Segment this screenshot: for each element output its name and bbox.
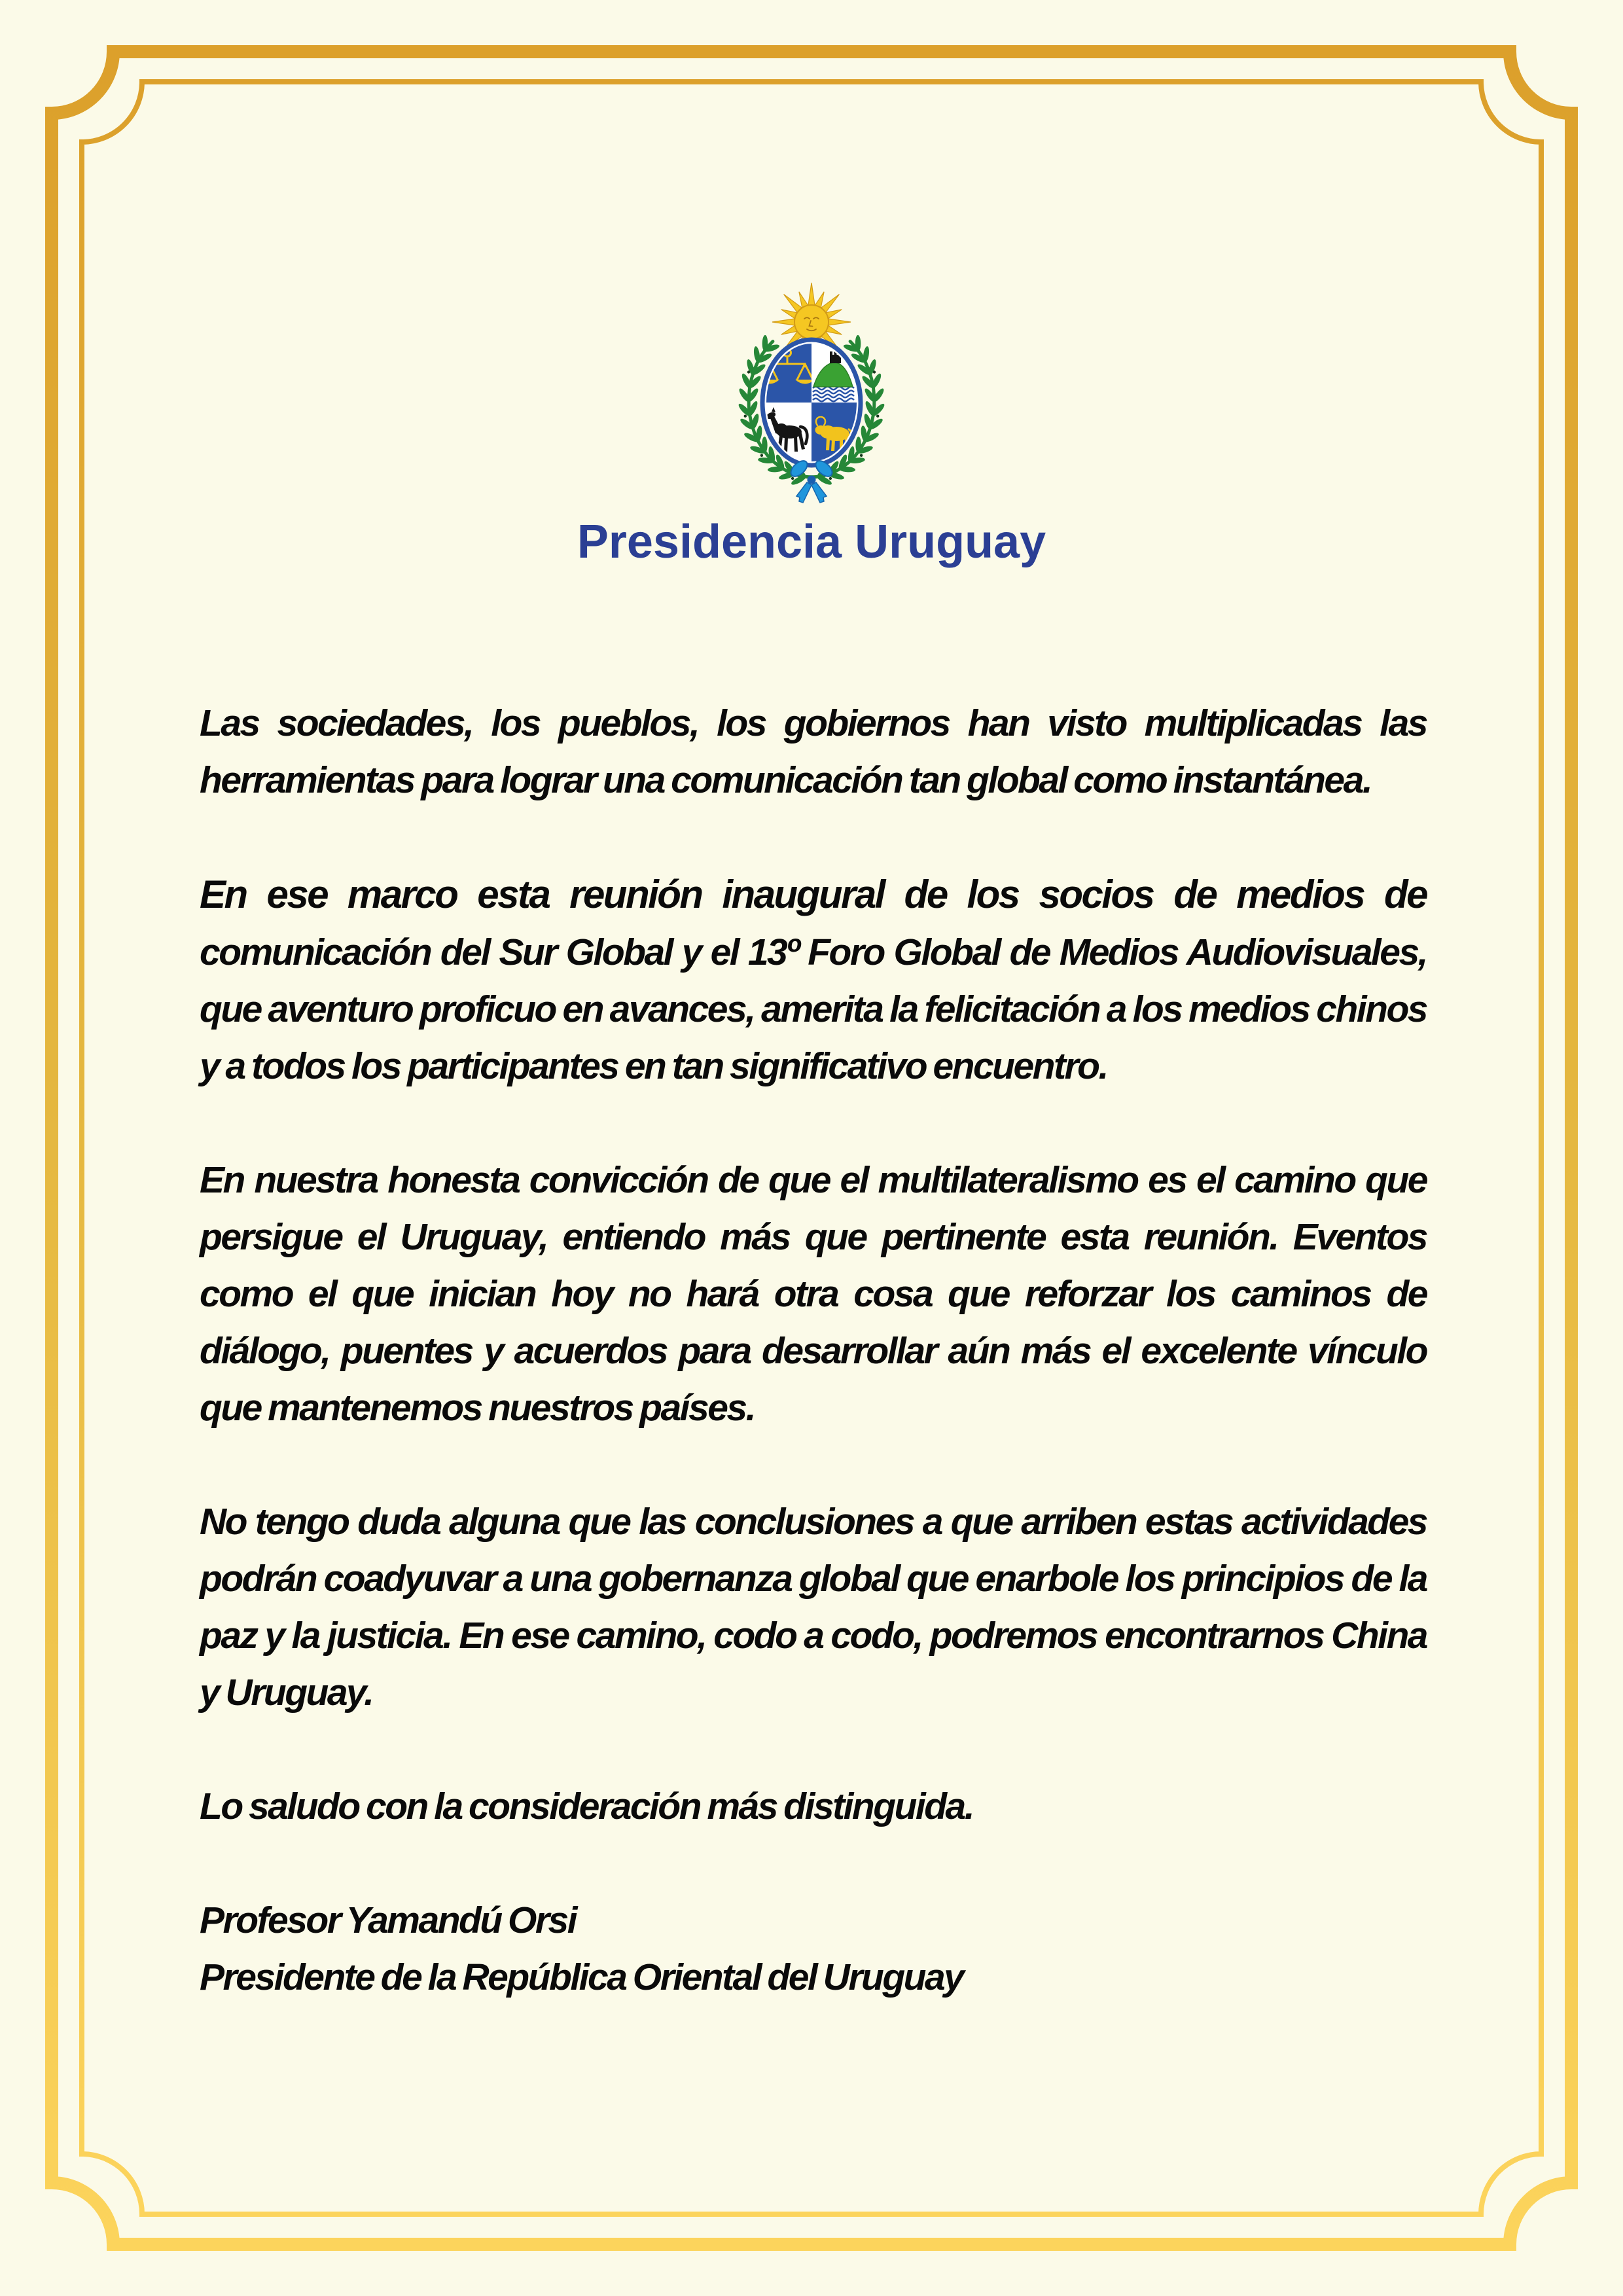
paragraph-2-rest: comunicación del Sur Global y el 13º Foro Global de Medios Audiovisuales, que aventuro proficuo en avances, amerita la felicitación a los medios chinos y a todos los participantes en tan significativo encuentro. [200,931,1427,1087]
signature-name: Profesor Yamandú Orsi [200,1899,577,1941]
org-title: Presidencia Uruguay [577,516,1046,568]
paragraph-3: En nuestra honesta convicción de que el multilateralismo es el camino que persigue el Uruguay, entiendo más que pertinente esta reunión. Eventos como el que inician hoy no hará otra cosa que reforzar los caminos de diálogo, puentes y acuerdos para desarrollar aún más el excelente vínculo que mantenemos nuestros países. [200,1159,1427,1429]
letter-body [200,695,1427,2006]
shield [759,337,864,468]
paragraph-2 [200,866,1427,1095]
closing-line: Lo saludo con la consideración más distinguida. [200,1785,974,1827]
paragraph-1: Las sociedades, los pueblos, los gobiernos han visto multiplicadas las herramientas para lograr una comunicación tan global como instantánea. [200,702,1427,801]
coat-of-arms [730,281,893,504]
signature-block [200,1892,1427,2006]
paragraph-4: No tengo duda alguna que las conclusiones a que arriben estas actividades podrán coadyuvar a una gobernanza global que enarbole los principios de la paz y la justicia. En ese camino, codo a codo, podremos encontrarnos China y Uruguay. [200,1501,1427,1713]
signature-title: Presidente de la República Oriental del Uruguay [200,1956,963,1998]
paragraph-2-lead: En ese marco esta reunión inaugural de los socios de medios de [200,872,1427,916]
